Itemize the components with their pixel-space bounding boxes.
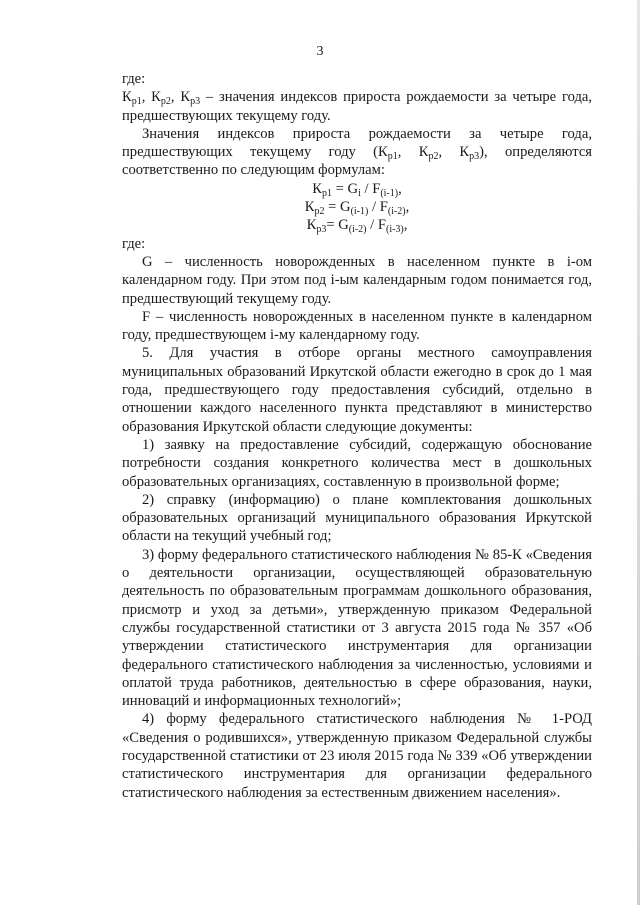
- where-label-1: где:: [122, 71, 146, 87]
- list-item-1: 1) заявку на предоставление субсидий, содержащую обоснование потребности создания конкретного количества мест в дошкольных образовательных организациях, составленную в произвольной форме;: [122, 436, 592, 490]
- values-paragraph: Значения индексов прироста рождаемости за четыре года, предшествующих текущему году ($К_{р1}$, $К_{р2}$, $К_{р3}$), определяются соответственно по следующим формулам:: [122, 125, 593, 179]
- where-label-2: где:: [122, 235, 146, 252]
- formula-1: $К_{р1} = G_i / F_{(i-1)}$,: [312, 180, 402, 199]
- document-body: [122, 70, 592, 802]
- formula-2: $К_{р2} = G_{(i-1)} / F_{(i-2)}$,: [304, 199, 410, 218]
- paragraph-5: 5. Для участия в отборе органы местного самоуправления муниципальных образований Иркутской области ежегодно в срок до 1 мая года, предшествующего году предоставления субсидий, отдельно в отношении каждого населенного пункта представляют в министерство образования Иркутской области следующие документы:: [122, 345, 592, 435]
- g-definition: G – численность новорожденных в населенном пункте в i-ом календарном году. При этом под i-ым календарным годом понимается год, предшествующий текущему году.: [122, 253, 592, 307]
- list-item-2: 2) справку (информацию) о плане комплектования дошкольных образовательных организаций муниципального образования Иркутской области на текущий учебный год;: [122, 491, 592, 545]
- list-item-3: 3) форму федерального статистического наблюдения № 85-К «Сведения о деятельности организации, осуществляющей образовательную деятельность по образовательным программам дошкольного образования, присмотр и уход за детьми», утвержденную приказом Федеральной службы государственной статистики от 3 августа 2015 года № 357 «Об утверждении статистического инструментария для организации федерального статистического наблюдения за численностью, условиями и оплатой труда работников, деятельностью в сфере образования, науки, инноваций и информационных технологий»;: [122, 546, 592, 710]
- k-indices-definition: $К_{р1}$, $К_{р2}$, $К_{р3}$ – значения индексов прироста рождаемости за четыре года, предшествующих текущему году.: [122, 89, 593, 124]
- f-definition: F – численность новорожденных в населенном пункте в календарном году, предшествующем i-му календарному году.: [122, 308, 592, 344]
- list-item-4: 4) форму федерального статистического наблюдения № 1-РОД «Сведения о родившихся», утвержденную приказом Федеральной службы государственной статистики от 23 июля 2015 года № 339 «Об утверждении статистического инструментария для организации федерального статистического наблюдения за естественным движением населения».: [122, 711, 592, 801]
- formula-3: $К_{р3}= G_{(i-2)} / F_{(i-3)}$,: [306, 217, 408, 236]
- page-number: 3: [316, 44, 324, 59]
